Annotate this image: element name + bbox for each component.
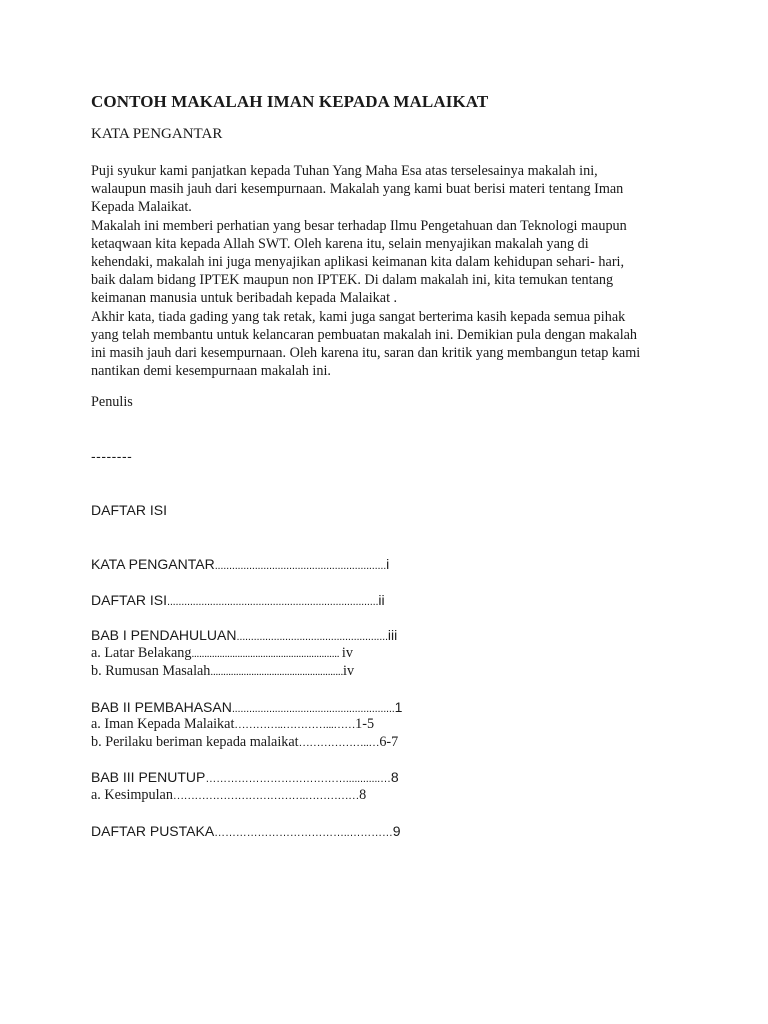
toc-entry-iman-kepada-malaikat: [91, 716, 374, 733]
toc-leader-dots: ………………………………..…………: [214, 827, 393, 839]
toc-entry-label: KATA PENGANTAR: [91, 556, 215, 572]
toc-entry-latar-belakang: [91, 645, 353, 662]
preface-heading: KATA PENGANTAR: [91, 126, 223, 142]
toc-entry-label: BAB I PENDAHULUAN: [91, 627, 237, 643]
preface-line: baik dalam bidang IPTEK maupun non IPTEK. Di dalam makalah ini, kita temukan tentang: [91, 272, 614, 289]
preface-line: Akhir kata, tiada gading yang tak retak, kami juga sangat berterima kasih kepada semua pihak: [91, 308, 626, 325]
toc-entry-label: DAFTAR ISI: [91, 592, 167, 608]
toc-page-number: 9: [392, 823, 401, 839]
toc-entry-label: a. Kesimpulan: [91, 787, 173, 803]
toc-entry-daftar-isi: [91, 592, 385, 608]
toc-leader-dots: ..........................................................: [191, 648, 342, 660]
preface-body: [91, 162, 681, 380]
toc-entry-daftar-pustaka: [91, 823, 400, 839]
toc-page-number: iv: [343, 663, 355, 679]
toc-entry-kesimpulan: [91, 787, 366, 804]
toc-page-number: iii: [387, 627, 398, 643]
preface-line: ini masih jauh dari kesempurnaan. Oleh karena itu, saran dan kritik yang membangun tetap kami: [91, 345, 641, 362]
toc-page-number: iv: [341, 645, 353, 661]
toc-entry-label: b. Rumusan Masalah: [91, 663, 211, 679]
preface-line: Makalah ini memberi perhatian yang besar terhadap Ilmu Pengetahuan dan Teknologi maupun: [91, 217, 627, 234]
toc-entry-bab-2: [91, 699, 402, 715]
toc-leader-dots: .........................................................: [231, 703, 395, 715]
preface-line: kehendaki, makalah ini juga menyajikan aplikasi keimanan kita dalam kehidupan sehari- hari,: [91, 254, 625, 271]
toc-page-number: 1: [394, 699, 403, 715]
toc-entry-label: BAB III PENUTUP: [91, 769, 206, 785]
preface-line: ketaqwaan kita kepada Allah SWT. Oleh karena itu, selain menyajikan makalah yang di: [91, 235, 589, 252]
toc-leader-dots: …………..…………...……: [234, 719, 356, 731]
toc-entry-perilaku-beriman: [91, 734, 398, 751]
toc-entry-label: BAB II PEMBAHASAN: [91, 699, 232, 715]
signature: Penulis: [91, 394, 133, 410]
preface-line: Puji syukur kami panjatkan kepada Tuhan Yang Maha Esa atas terselesainya makalah ini,: [91, 163, 598, 179]
preface-line: Kepada Malaikat.: [91, 199, 192, 216]
toc-page-number: 8: [390, 769, 399, 785]
toc-leader-dots: .....................................................: [236, 631, 388, 643]
toc-heading: DAFTAR ISI: [91, 502, 167, 518]
toc-leader-dots: ....................................................: [210, 666, 344, 678]
toc-entry-kata-pengantar: [91, 556, 389, 572]
toc-leader-dots: ………………..…: [298, 737, 380, 749]
toc-entry-bab-3: [91, 769, 399, 785]
separator-line: --------: [91, 448, 133, 464]
toc-page-number: 6-7: [379, 734, 399, 750]
toc-leader-dots: ..........................................................................: [166, 596, 379, 608]
toc-leader-dots: ……………………………….……………: [172, 790, 360, 802]
preface-line: nantikan demi kesempurnaan makalah ini.: [91, 363, 331, 380]
toc-entry-rumusan-masalah: [91, 663, 354, 680]
toc-entry-label: b. Perilaku beriman kepada malaikat: [91, 734, 299, 750]
toc-entry-label: a. Latar Belakang: [91, 645, 192, 661]
toc-page-number: 8: [359, 787, 367, 803]
preface-line: keimanan manusia untuk beribadah kepada Malaikat .: [91, 290, 398, 307]
toc-entry-label: a. Iman Kepada Malaikat: [91, 716, 235, 732]
toc-page-number: 1-5: [355, 716, 375, 732]
toc-leader-dots: …………………………………............…: [205, 773, 391, 785]
toc-page-number: ii: [378, 592, 385, 608]
toc-entry-bab-1: [91, 627, 397, 643]
toc-entry-label: DAFTAR PUSTAKA: [91, 823, 215, 839]
preface-line: yang telah membantu untuk kelancaran pembuatan makalah ini. Demikian pula dengan makalah: [91, 326, 638, 343]
document-title: CONTOH MAKALAH IMAN KEPADA MALAIKAT: [91, 92, 489, 111]
toc-page-number: i: [386, 556, 390, 572]
preface-line: walaupun masih jauh dari kesempurnaan. Makalah yang kami buat berisi materi tentang Iman: [91, 181, 624, 198]
toc-leader-dots: ............................................................: [214, 560, 387, 572]
